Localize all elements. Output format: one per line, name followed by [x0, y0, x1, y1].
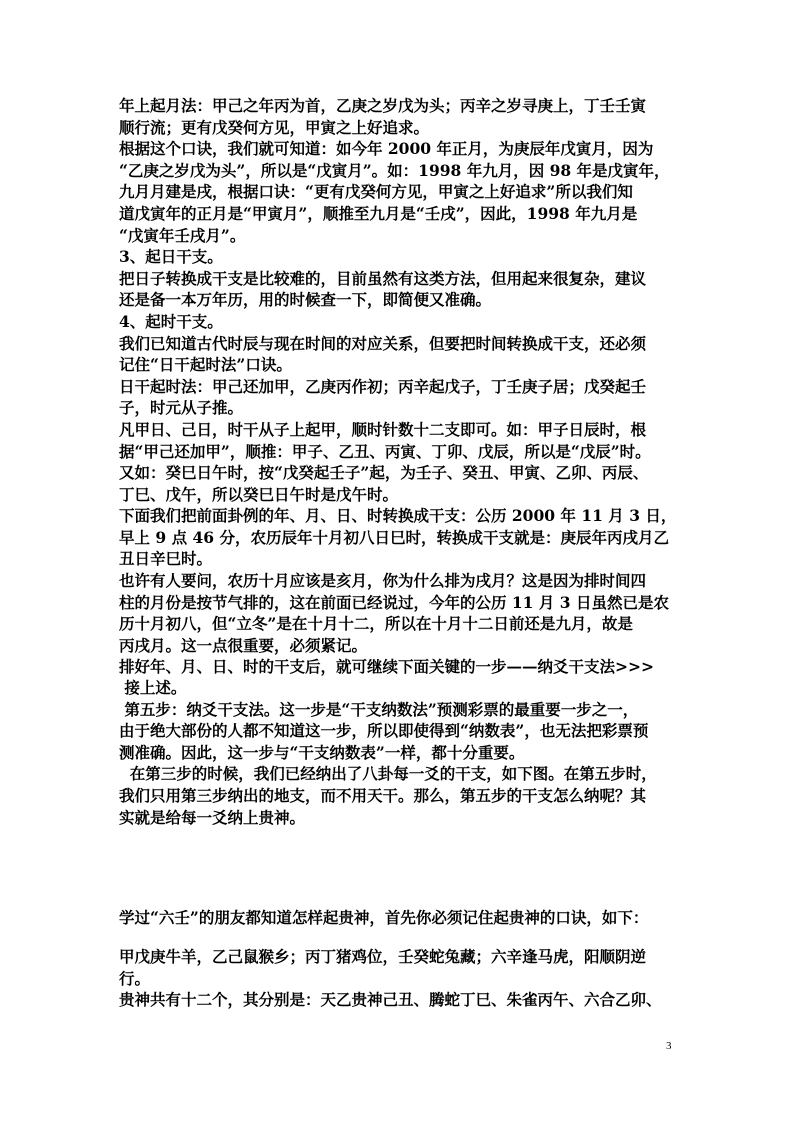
text-line: 甲戊庚牛羊，乙己鼠猴乡；丙丁猪鸡位，壬癸蛇兔藏；六辛逢马虎，阳顺阴逆 [119, 947, 647, 966]
section-month-day-hour-stems [119, 95, 679, 678]
text-line: 丁巳、戊午，所以癸巳日午时是戊午时。 [119, 484, 399, 504]
text-line: “乙庚之岁戊为头”，所以是“戊寅月”。如：1998 年九月，因 98 年是戊寅年， [119, 160, 670, 180]
text-line: 我们只用第三步纳出的地支，而不用天干。那么，第五步的干支怎么纳呢？其 [119, 785, 647, 805]
text-line: 下面我们把前面卦例的年、月、日、时转换成干支：公历 2000 年 11 月 3 日， [119, 506, 677, 526]
text-line: 又如：癸巳日午时，按“戊癸起壬子”起，为壬子、癸丑、甲寅、乙卯、丙辰、 [119, 463, 649, 483]
text-line: 凡甲日、己日，时干从子上起甲，顺时针数十二支即可。如：甲子日辰时，根 [119, 419, 647, 439]
text-line: 贵神共有十二个，其分别是：天乙贵神己丑、腾蛇丁巳、朱雀丙午、六合乙卯、 [119, 990, 662, 1010]
text-line: 还是备一本万年历，用的时候查一下，即简便又准确。 [119, 290, 492, 310]
section-noble-spirit-rhyme [119, 946, 679, 1011]
text-line: 行。 [119, 968, 151, 988]
text-line: 日干起时法：甲己还加甲，乙庚丙作初；丙辛起戊子，丁壬庚子居；戊癸起壬 [119, 376, 647, 396]
text-line: 接上述。 [119, 678, 187, 697]
text-line: 测准确。因此，这一步与“干支纳数表”一样，都十分重要。 [119, 742, 525, 762]
text-line: 我们已知道古代时辰与现在时间的对应关系，但要把时间转换成干支，还必须 [119, 333, 647, 353]
text-line: 柱的月份是按节气排的，这在前面已经说过，今年的公历 11 月 3 日虽然已是农 [119, 592, 669, 612]
section-liuren-intro [119, 907, 679, 929]
text-line: 也许有人要问，农历十月应该是亥月，你为什么排为戌月？这是因为排时间四 [119, 571, 647, 591]
text-line: 由于绝大部份的人都不知道这一步，所以即使得到“纳数表”，也无法把彩票预 [119, 721, 649, 741]
text-line: 据“甲己还加甲”，顺推：甲子、乙丑、丙寅、丁卯、戊辰，所以是“戊辰”时。 [119, 441, 651, 461]
text-line: 学过“六壬”的朋友都知道怎样起贵神，首先你必须记住起贵神的口诀，如下： [119, 908, 649, 927]
text-line: “戊寅年壬戌月”。 [119, 225, 246, 245]
text-line: 九月月建是戌，根据口诀：“更有戊癸何方见，甲寅之上好追求”所以我们知 [119, 182, 633, 202]
text-line: 历十月初八，但“立冬”是在十月十二，所以在十月十二日前还是九月，故是 [119, 614, 633, 634]
text-line: 第五步：纳爻干支法。这一步是“干支纳数法”预测彩票的最重要一步之一， [119, 699, 639, 719]
text-line: 把日子转换成干支是比较难的，目前虽然有这类方法，但用起来很复杂，建议 [119, 268, 647, 288]
text-line: 记住“日干起时法”口诀。 [119, 355, 292, 375]
text-line: 丑日辛巳时。 [119, 549, 213, 569]
text-line: 排好年、月、日、时的干支后，就可继续下面关键的一步——纳爻干支法>>> [119, 657, 654, 677]
section-step-five [119, 677, 679, 828]
text-line: 早上 9 点 46 分，农历辰年十月初八日巳时，转换成干支就是：庚辰年丙戌月乙 [119, 527, 669, 547]
text-line: 子，时元从子推。 [119, 398, 244, 418]
text-line: 3、起日干支。 [119, 247, 223, 267]
text-line: 年上起月法：甲己之年丙为首，乙庚之岁戊为头；丙辛之岁寻庚上，丁壬壬寅 [119, 96, 647, 115]
text-line: 道戊寅年的正月是“甲寅月”，顺推至九月是“壬戌”，因此，1998 年九月是 [119, 203, 638, 223]
text-line: 实就是给每一爻纳上贵神。 [119, 807, 306, 827]
page-number: 3 [666, 1040, 672, 1052]
text-line: 丙戌月。这一点很重要，必须紧记。 [119, 635, 368, 655]
text-line: 4、起时干支。 [119, 311, 223, 331]
text-line: 在第三步的时候，我们已经纳出了八卦每一爻的干支，如下图。在第五步时， [119, 764, 657, 784]
text-line: 顺行流；更有戊癸何方见，甲寅之上好追求。 [119, 117, 430, 137]
text-line: 根据这个口诀，我们就可知道：如今年 2000 年正月，为庚辰年戊寅月，因为 [119, 139, 654, 159]
